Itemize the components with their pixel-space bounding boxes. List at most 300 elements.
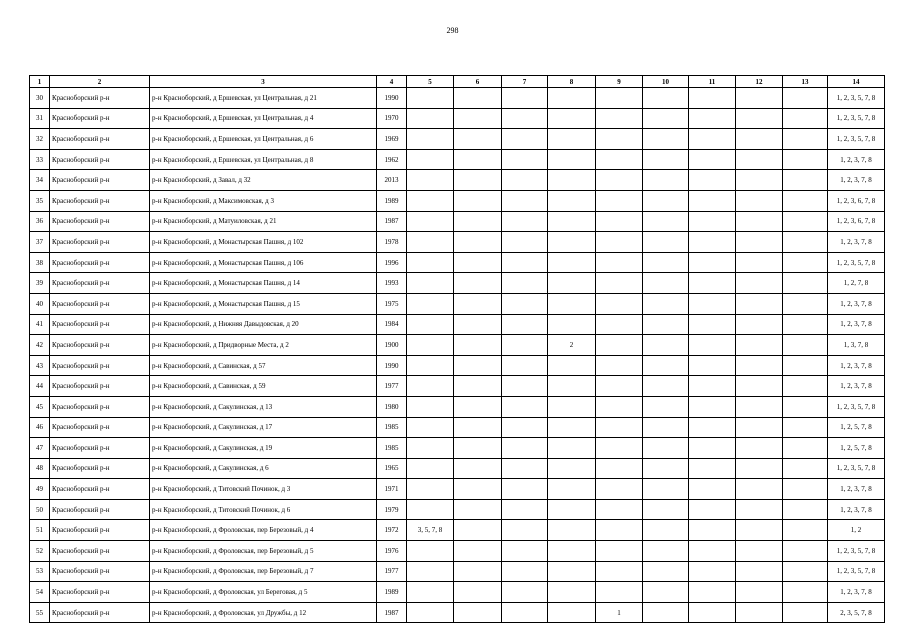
row-number: 54: [30, 582, 50, 603]
col7-cell: [502, 314, 548, 335]
col9-cell: [596, 129, 643, 150]
col5-cell: [407, 108, 454, 129]
year-cell: 1987: [377, 211, 407, 232]
row-number: 53: [30, 561, 50, 582]
year-cell: 1969: [377, 129, 407, 150]
col14-cell: 2, 3, 5, 7, 8: [828, 602, 885, 623]
column-header-10: 10: [643, 76, 689, 88]
address-cell: р-н Красноборский, д Фроловская, пер Березовый, д 5: [150, 541, 377, 562]
col8-cell: [548, 273, 596, 294]
col7-cell: [502, 582, 548, 603]
col10-cell: [643, 520, 689, 541]
row-number: 30: [30, 88, 50, 109]
col6-cell: [454, 479, 502, 500]
col6-cell: [454, 88, 502, 109]
row-number: 47: [30, 438, 50, 459]
year-cell: 1971: [377, 479, 407, 500]
col6-cell: [454, 108, 502, 129]
row-number: 35: [30, 190, 50, 211]
col6-cell: [454, 273, 502, 294]
col12-cell: [736, 129, 783, 150]
col9-cell: [596, 88, 643, 109]
col14-cell: 1, 2, 3, 5, 7, 8: [828, 88, 885, 109]
address-cell: р-н Красноборский, д Ершевская, ул Центральная, д 4: [150, 108, 377, 129]
address-cell: р-н Красноборский, д Ершевская, ул Центральная, д 6: [150, 129, 377, 150]
col11-cell: [689, 499, 736, 520]
col13-cell: [783, 479, 828, 500]
table-row: [30, 417, 885, 438]
col6-cell: [454, 149, 502, 170]
col11-cell: [689, 88, 736, 109]
row-number: 31: [30, 108, 50, 129]
table-row: [30, 499, 885, 520]
col12-cell: [736, 541, 783, 562]
col14-cell: 1, 2, 3, 7, 8: [828, 314, 885, 335]
col13-cell: [783, 88, 828, 109]
col5-cell: [407, 335, 454, 356]
address-cell: р-н Красноборский, д Сакулинская, д 17: [150, 417, 377, 438]
col9-cell: [596, 438, 643, 459]
col11-cell: [689, 602, 736, 623]
col7-cell: [502, 335, 548, 356]
district-cell: Красноборский р-н: [50, 541, 150, 562]
col5-cell: 3, 5, 7, 8: [407, 520, 454, 541]
col13-cell: [783, 520, 828, 541]
table-row: [30, 252, 885, 273]
col6-cell: [454, 541, 502, 562]
col8-cell: [548, 561, 596, 582]
column-header-4: 4: [377, 76, 407, 88]
col9-cell: [596, 499, 643, 520]
col13-cell: [783, 499, 828, 520]
col9-cell: [596, 376, 643, 397]
col11-cell: [689, 479, 736, 500]
address-cell: р-н Красноборский, д Фроловская, ул Береговая, д 5: [150, 582, 377, 603]
year-cell: 1900: [377, 335, 407, 356]
column-header-8: 8: [548, 76, 596, 88]
district-cell: Красноборский р-н: [50, 458, 150, 479]
col13-cell: [783, 396, 828, 417]
col7-cell: [502, 232, 548, 253]
col5-cell: [407, 170, 454, 191]
address-cell: р-н Красноборский, д Монастырская Пашня, д 102: [150, 232, 377, 253]
district-cell: Красноборский р-н: [50, 520, 150, 541]
col12-cell: [736, 520, 783, 541]
col14-cell: 1, 2: [828, 520, 885, 541]
column-header-9: 9: [596, 76, 643, 88]
row-number: 44: [30, 376, 50, 397]
col12-cell: [736, 232, 783, 253]
col11-cell: [689, 273, 736, 294]
col7-cell: [502, 88, 548, 109]
district-cell: Красноборский р-н: [50, 232, 150, 253]
col10-cell: [643, 190, 689, 211]
col8-cell: [548, 479, 596, 500]
col10-cell: [643, 479, 689, 500]
col5-cell: [407, 149, 454, 170]
col14-cell: 1, 2, 3, 7, 8: [828, 149, 885, 170]
col9-cell: [596, 293, 643, 314]
col11-cell: [689, 190, 736, 211]
col9-cell: [596, 479, 643, 500]
col9-cell: [596, 273, 643, 294]
col10-cell: [643, 417, 689, 438]
col12-cell: [736, 88, 783, 109]
col6-cell: [454, 602, 502, 623]
col7-cell: [502, 561, 548, 582]
col12-cell: [736, 479, 783, 500]
col14-cell: 1, 2, 3, 7, 8: [828, 499, 885, 520]
col8-cell: [548, 88, 596, 109]
col13-cell: [783, 232, 828, 253]
col7-cell: [502, 520, 548, 541]
col13-cell: [783, 541, 828, 562]
col13-cell: [783, 293, 828, 314]
col9-cell: [596, 211, 643, 232]
row-number: 52: [30, 541, 50, 562]
year-cell: 1979: [377, 499, 407, 520]
address-cell: р-н Красноборский, д Максимовская, д 3: [150, 190, 377, 211]
row-number: 32: [30, 129, 50, 150]
col10-cell: [643, 149, 689, 170]
year-cell: 1989: [377, 190, 407, 211]
year-cell: 1989: [377, 582, 407, 603]
col8-cell: [548, 190, 596, 211]
col6-cell: [454, 438, 502, 459]
col6-cell: [454, 211, 502, 232]
row-number: 51: [30, 520, 50, 541]
address-cell: р-н Красноборский, д Придворные Места, д 2: [150, 335, 377, 356]
address-cell: р-н Красноборский, д Савинская, д 59: [150, 376, 377, 397]
district-cell: Красноборский р-н: [50, 561, 150, 582]
col5-cell: [407, 88, 454, 109]
col9-cell: 1: [596, 602, 643, 623]
col6-cell: [454, 129, 502, 150]
col14-cell: 1, 2, 3, 7, 8: [828, 232, 885, 253]
col14-cell: 1, 2, 3, 5, 7, 8: [828, 396, 885, 417]
table-row: [30, 129, 885, 150]
col5-cell: [407, 541, 454, 562]
col11-cell: [689, 149, 736, 170]
col14-cell: 1, 2, 5, 7, 8: [828, 438, 885, 459]
col6-cell: [454, 335, 502, 356]
col6-cell: [454, 252, 502, 273]
col7-cell: [502, 417, 548, 438]
col13-cell: [783, 190, 828, 211]
col12-cell: [736, 108, 783, 129]
address-cell: р-н Красноборский, д Монастырская Пашня, д 106: [150, 252, 377, 273]
col8-cell: [548, 355, 596, 376]
column-header-5: 5: [407, 76, 454, 88]
col6-cell: [454, 190, 502, 211]
year-cell: 1996: [377, 252, 407, 273]
col7-cell: [502, 211, 548, 232]
col8-cell: [548, 314, 596, 335]
col10-cell: [643, 232, 689, 253]
district-cell: Красноборский р-н: [50, 190, 150, 211]
district-cell: Красноборский р-н: [50, 314, 150, 335]
col9-cell: [596, 541, 643, 562]
col12-cell: [736, 314, 783, 335]
col13-cell: [783, 335, 828, 356]
col5-cell: [407, 232, 454, 253]
col11-cell: [689, 129, 736, 150]
address-cell: р-н Красноборский, д Ершевская, ул Центральная, д 21: [150, 88, 377, 109]
row-number: 49: [30, 479, 50, 500]
col11-cell: [689, 396, 736, 417]
col14-cell: 1, 2, 3, 5, 7, 8: [828, 108, 885, 129]
year-cell: 1962: [377, 149, 407, 170]
col10-cell: [643, 252, 689, 273]
col9-cell: [596, 149, 643, 170]
col6-cell: [454, 170, 502, 191]
col12-cell: [736, 190, 783, 211]
col12-cell: [736, 582, 783, 603]
col5-cell: [407, 129, 454, 150]
col6-cell: [454, 458, 502, 479]
col10-cell: [643, 170, 689, 191]
table-row: [30, 335, 885, 356]
col8-cell: [548, 211, 596, 232]
col11-cell: [689, 582, 736, 603]
col6-cell: [454, 293, 502, 314]
col13-cell: [783, 314, 828, 335]
col10-cell: [643, 293, 689, 314]
col14-cell: 1, 2, 3, 7, 8: [828, 293, 885, 314]
col13-cell: [783, 376, 828, 397]
col13-cell: [783, 211, 828, 232]
col13-cell: [783, 582, 828, 603]
district-cell: Красноборский р-н: [50, 149, 150, 170]
col10-cell: [643, 561, 689, 582]
col8-cell: [548, 252, 596, 273]
col10-cell: [643, 211, 689, 232]
col8-cell: [548, 582, 596, 603]
col14-cell: 1, 2, 3, 5, 7, 8: [828, 458, 885, 479]
table-row: [30, 232, 885, 253]
col12-cell: [736, 293, 783, 314]
district-cell: Красноборский р-н: [50, 499, 150, 520]
row-number: 50: [30, 499, 50, 520]
row-number: 34: [30, 170, 50, 191]
table-row: [30, 520, 885, 541]
col7-cell: [502, 541, 548, 562]
col14-cell: 1, 3, 7, 8: [828, 335, 885, 356]
district-cell: Красноборский р-н: [50, 438, 150, 459]
col11-cell: [689, 541, 736, 562]
district-cell: Красноборский р-н: [50, 582, 150, 603]
col6-cell: [454, 314, 502, 335]
col10-cell: [643, 88, 689, 109]
col13-cell: [783, 273, 828, 294]
col7-cell: [502, 355, 548, 376]
col10-cell: [643, 396, 689, 417]
col12-cell: [736, 335, 783, 356]
col5-cell: [407, 396, 454, 417]
year-cell: 1965: [377, 458, 407, 479]
col6-cell: [454, 417, 502, 438]
col7-cell: [502, 396, 548, 417]
address-cell: р-н Красноборский, д Сакулинская, д 6: [150, 458, 377, 479]
col12-cell: [736, 355, 783, 376]
col9-cell: [596, 396, 643, 417]
col14-cell: 1, 2, 3, 6, 7, 8: [828, 211, 885, 232]
col11-cell: [689, 458, 736, 479]
col8-cell: [548, 520, 596, 541]
table-row: [30, 211, 885, 232]
year-cell: 1978: [377, 232, 407, 253]
row-number: 46: [30, 417, 50, 438]
year-cell: 1975: [377, 293, 407, 314]
address-cell: р-н Красноборский, д Нижняя Давыдовская, д 20: [150, 314, 377, 335]
col13-cell: [783, 458, 828, 479]
col11-cell: [689, 293, 736, 314]
col10-cell: [643, 582, 689, 603]
year-cell: 1993: [377, 273, 407, 294]
column-header-13: 13: [783, 76, 828, 88]
header-row: [30, 76, 885, 88]
table-row: [30, 88, 885, 109]
col8-cell: [548, 170, 596, 191]
address-cell: р-н Красноборский, д Монастырская Пашня, д 14: [150, 273, 377, 294]
year-cell: 1970: [377, 108, 407, 129]
address-cell: р-н Красноборский, д Фроловская, ул Дружбы, д 12: [150, 602, 377, 623]
col5-cell: [407, 314, 454, 335]
address-cell: р-н Красноборский, д Савинская, д 57: [150, 355, 377, 376]
table-row: [30, 541, 885, 562]
year-cell: 1987: [377, 602, 407, 623]
col9-cell: [596, 314, 643, 335]
year-cell: 1980: [377, 396, 407, 417]
col11-cell: [689, 438, 736, 459]
address-cell: р-н Красноборский, д Титовский Починок, д 6: [150, 499, 377, 520]
col10-cell: [643, 129, 689, 150]
year-cell: 1990: [377, 355, 407, 376]
address-cell: р-н Красноборский, д Матуиловская, д 21: [150, 211, 377, 232]
district-cell: Красноборский р-н: [50, 108, 150, 129]
col11-cell: [689, 561, 736, 582]
district-cell: Красноборский р-н: [50, 335, 150, 356]
col10-cell: [643, 541, 689, 562]
col9-cell: [596, 458, 643, 479]
year-cell: 1985: [377, 417, 407, 438]
col13-cell: [783, 438, 828, 459]
year-cell: 1985: [377, 438, 407, 459]
col9-cell: [596, 582, 643, 603]
row-number: 43: [30, 355, 50, 376]
address-cell: р-н Красноборский, д Монастырская Пашня, д 15: [150, 293, 377, 314]
col5-cell: [407, 438, 454, 459]
col8-cell: [548, 293, 596, 314]
col7-cell: [502, 499, 548, 520]
table-row: [30, 108, 885, 129]
col7-cell: [502, 252, 548, 273]
col12-cell: [736, 458, 783, 479]
district-cell: Красноборский р-н: [50, 293, 150, 314]
district-cell: Красноборский р-н: [50, 170, 150, 191]
col11-cell: [689, 335, 736, 356]
col14-cell: 1, 2, 5, 7, 8: [828, 417, 885, 438]
col6-cell: [454, 355, 502, 376]
row-number: 48: [30, 458, 50, 479]
col8-cell: [548, 499, 596, 520]
year-cell: 1976: [377, 541, 407, 562]
address-cell: р-н Красноборский, д Фроловская, пер Березовый, д 7: [150, 561, 377, 582]
col5-cell: [407, 417, 454, 438]
col9-cell: [596, 520, 643, 541]
col13-cell: [783, 417, 828, 438]
col5-cell: [407, 499, 454, 520]
col13-cell: [783, 602, 828, 623]
column-header-2: 2: [50, 76, 150, 88]
col13-cell: [783, 129, 828, 150]
col7-cell: [502, 273, 548, 294]
column-header-7: 7: [502, 76, 548, 88]
table-row: [30, 355, 885, 376]
col12-cell: [736, 499, 783, 520]
col7-cell: [502, 602, 548, 623]
row-number: 36: [30, 211, 50, 232]
col12-cell: [736, 149, 783, 170]
col10-cell: [643, 376, 689, 397]
col9-cell: [596, 561, 643, 582]
column-header-11: 11: [689, 76, 736, 88]
col8-cell: [548, 396, 596, 417]
table-body: [30, 88, 885, 623]
column-header-3: 3: [150, 76, 377, 88]
col5-cell: [407, 582, 454, 603]
table-row: [30, 190, 885, 211]
page-number: 298: [446, 26, 459, 35]
col10-cell: [643, 314, 689, 335]
col7-cell: [502, 458, 548, 479]
col14-cell: 1, 2, 3, 7, 8: [828, 170, 885, 191]
column-header-12: 12: [736, 76, 783, 88]
col10-cell: [643, 438, 689, 459]
col10-cell: [643, 355, 689, 376]
col10-cell: [643, 602, 689, 623]
year-cell: 1984: [377, 314, 407, 335]
col6-cell: [454, 396, 502, 417]
table-row: [30, 376, 885, 397]
col14-cell: 1, 2, 3, 7, 8: [828, 479, 885, 500]
row-number: 40: [30, 293, 50, 314]
col8-cell: [548, 232, 596, 253]
table-row: [30, 458, 885, 479]
col5-cell: [407, 252, 454, 273]
table-row: [30, 396, 885, 417]
col8-cell: [548, 108, 596, 129]
col11-cell: [689, 417, 736, 438]
col14-cell: 1, 2, 3, 5, 7, 8: [828, 129, 885, 150]
table-row: [30, 438, 885, 459]
col14-cell: 1, 2, 3, 5, 7, 8: [828, 252, 885, 273]
col7-cell: [502, 438, 548, 459]
col12-cell: [736, 417, 783, 438]
col13-cell: [783, 149, 828, 170]
district-cell: Красноборский р-н: [50, 479, 150, 500]
district-cell: Красноборский р-н: [50, 273, 150, 294]
col14-cell: 1, 2, 3, 7, 8: [828, 582, 885, 603]
col14-cell: 1, 2, 3, 7, 8: [828, 376, 885, 397]
col7-cell: [502, 129, 548, 150]
table-row: [30, 149, 885, 170]
col13-cell: [783, 108, 828, 129]
col5-cell: [407, 273, 454, 294]
col7-cell: [502, 479, 548, 500]
address-cell: р-н Красноборский, д Фроловская, пер Березовый, д 4: [150, 520, 377, 541]
col10-cell: [643, 458, 689, 479]
